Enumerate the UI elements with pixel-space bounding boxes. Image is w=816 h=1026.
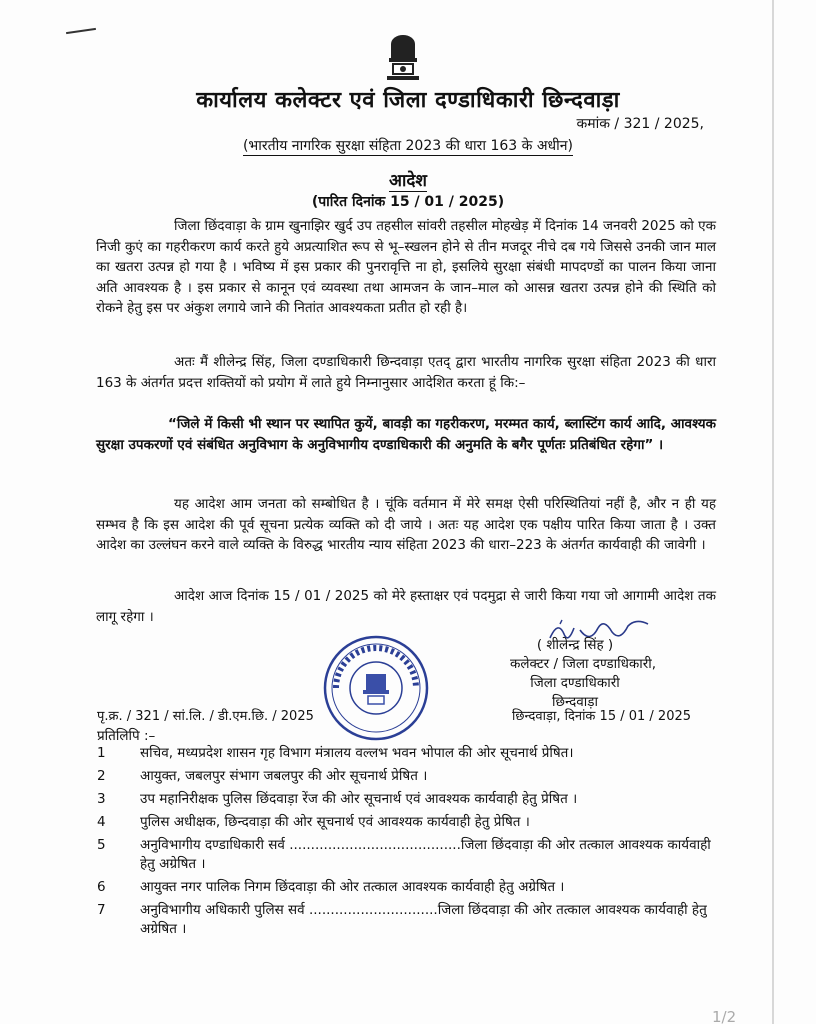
- list-item: [97, 901, 717, 939]
- signature-block: [510, 636, 657, 712]
- order-heading-text: आदेश: [389, 171, 427, 191]
- list-item: [97, 878, 717, 897]
- paragraph-incident: जिला छिंदवाड़ा के ग्राम खुनाझिर खुर्द उप तहसील सांवरी तहसील मोहखेड़ में दिनांक 14 जनवरी 2025 को एक निजी कुएं का गहरीकरण कार्य करते हुये अप्रत्याशित रूप से भू–स्खलन होने से तीन मजदूर नीचे दब गये जिससे उनकी जान माल का खतरा उत्पन्न हो गया है । भविष्य में इस प्रकार की पुनरावृत्ति ना हो, इसलिये सुरक्षा संबंधी मापदण्डों का पालन किया जाना अति आवश्यक है । इस प्रकार से कानून एवं व्यवस्था तथा आमजन के जान–माल को आसन्न खतरा उत्पन्न होने की स्थिति को रोकने हेतु इस पर अंकुश लगाये जाने की नितांत आवश्यकता प्रतीत हो रही है।: [96, 218, 716, 316]
- list-item-text: अनुविभागीय दण्डाधिकारी सर्व ........................................जिला छिंदवाड़ा की ओर तत्काल आवश्यक कार्यवाही हेतु अग्रेषित ।: [140, 837, 711, 872]
- signer-designation: कलेक्टर / जिला दण्डाधिकारी,: [510, 656, 657, 672]
- list-item-number: 6: [97, 879, 106, 895]
- list-item-number: 2: [97, 768, 106, 784]
- list-item-text: सचिव, मध्यप्रदेश शासन गृह विभाग मंत्रालय वल्लभ भवन भोपाल की ओर सूचनार्थ प्रेषित।: [140, 745, 574, 761]
- paragraph-public-notice: यह आदेश आम जनता को सम्बोधित है । चूंकि वर्तमान में मेरे समक्ष ऐसी परिस्थितियां नहीं है, और न ही यह सम्भव है कि इस आदेश की पूर्व सूचना प्रत्येक व्यक्ति को दी जाये । अतः यह आदेश एक पक्षीय पारित किया जाता है । उक्त आदेश का उल्लंघन करने वाले व्यक्ति के विरुद्ध भारतीय न्याय संहिता 2023 की धारा–223 के अंतर्गत कार्यवाही की जावेगी ।: [96, 496, 716, 553]
- memo-place-date: छिन्दवाड़ा, दिनांक 15 / 01 / 2025: [512, 709, 692, 724]
- list-item-number: 4: [97, 814, 106, 830]
- order-directive-quote: “जिले में किसी भी स्थान पर स्थापित कुयें, बावड़ी का गहरीकरण, मरम्मत कार्य, ब्लास्टिंग कार्य आदि, आवश्यक सुरक्षा उपकरणों एवं संबंधित अनुविभाग के अनुविभागीय दण्डाधिकारी की अनुमति के बगैर पूर्णतः प्रतिबंधित रहेगा” ।: [96, 416, 716, 453]
- order-number: कमांक / 321 / 2025,: [576, 116, 704, 132]
- order-date: (पारित दिनांक 15 / 01 / 2025): [311, 194, 505, 210]
- memo-number: पृ.क्र. / 321 / सां.लि. / डी.एम.छि. / 2025: [97, 709, 314, 724]
- copy-to-label: प्रतिलिपि :–: [97, 728, 156, 744]
- list-item-text: आयुक्त नगर पालिक निगम छिंदवाड़ा की ओर तत्काल आवश्यक कार्यवाही हेतु अग्रेषित ।: [140, 879, 565, 895]
- list-item-text: अनुविभागीय अधिकारी पुलिस सर्व ..............................जिला छिंदवाड़ा की ओर तत्काल आवश्यक कार्यवाही हेतु अग्रेषित ।: [140, 902, 707, 937]
- paragraph-effective: आदेश आज दिनांक 15 / 01 / 2025 को मेरे हस्ताक्षर एवं पदमुद्रा से जारी किया गया जो आगामी आदेश तक लागू रहेगा ।: [96, 588, 716, 625]
- paragraph-authority: अतः मैं शीलेन्द्र सिंह, जिला दण्डाधिकारी छिन्दवाड़ा एतद् द्वारा भारतीय नागरिक सुरक्षा संहिता 2023 की धारा 163 के अंतर्गत प्रदत्त शक्तियों को प्रयोग में लाते हुये निम्नानुसार आदेशित करता हूं कि:–: [96, 354, 716, 391]
- state-emblem-icon: [379, 30, 427, 82]
- order-heading: [0, 168, 816, 191]
- list-item-text: आयुक्त, जबलपुर संभाग जबलपुर की ओर सूचनार्थ प्रेषित ।: [140, 768, 428, 784]
- list-item-number: 5: [97, 837, 106, 853]
- list-item: [97, 767, 717, 786]
- list-item: [97, 813, 717, 832]
- page-indicator: 1/2: [712, 1008, 737, 1026]
- list-item-number: 1: [97, 745, 106, 761]
- section-reference: [0, 136, 816, 155]
- office-title: कार्यालय कलेक्टर एवं जिला दण्डाधिकारी छिन्दवाड़ा: [196, 88, 620, 113]
- pen-mark: [66, 28, 96, 34]
- list-item-text: पुलिस अधीक्षक, छिन्दवाड़ा की ओर सूचनार्थ एवं आवश्यक कार्यवाही हेतु प्रेषित ।: [140, 814, 530, 830]
- signer-name: ( शीलेन्द्र सिंह ): [536, 637, 614, 653]
- list-item: [97, 790, 717, 809]
- section-reference-text: (भारतीय नागरिक सुरक्षा संहिता 2023 की धारा 163 के अधीन): [242, 138, 574, 154]
- signer-place-stamp: छिन्दवाड़ा: [551, 694, 599, 710]
- list-item-number: 3: [97, 791, 106, 807]
- official-seal-icon: [322, 634, 430, 742]
- copy-list: [97, 744, 717, 943]
- list-item: [97, 744, 717, 763]
- signer-designation-stamp: जिला दण्डाधिकारी: [530, 675, 620, 691]
- list-item-text: उप महानिरीक्षक पुलिस छिंदवाड़ा रेंज की ओर सूचनार्थ एवं आवश्यक कार्यवाही हेतु प्रेषित ।: [140, 791, 578, 807]
- list-item: [97, 836, 717, 874]
- list-item-number: 7: [97, 902, 106, 918]
